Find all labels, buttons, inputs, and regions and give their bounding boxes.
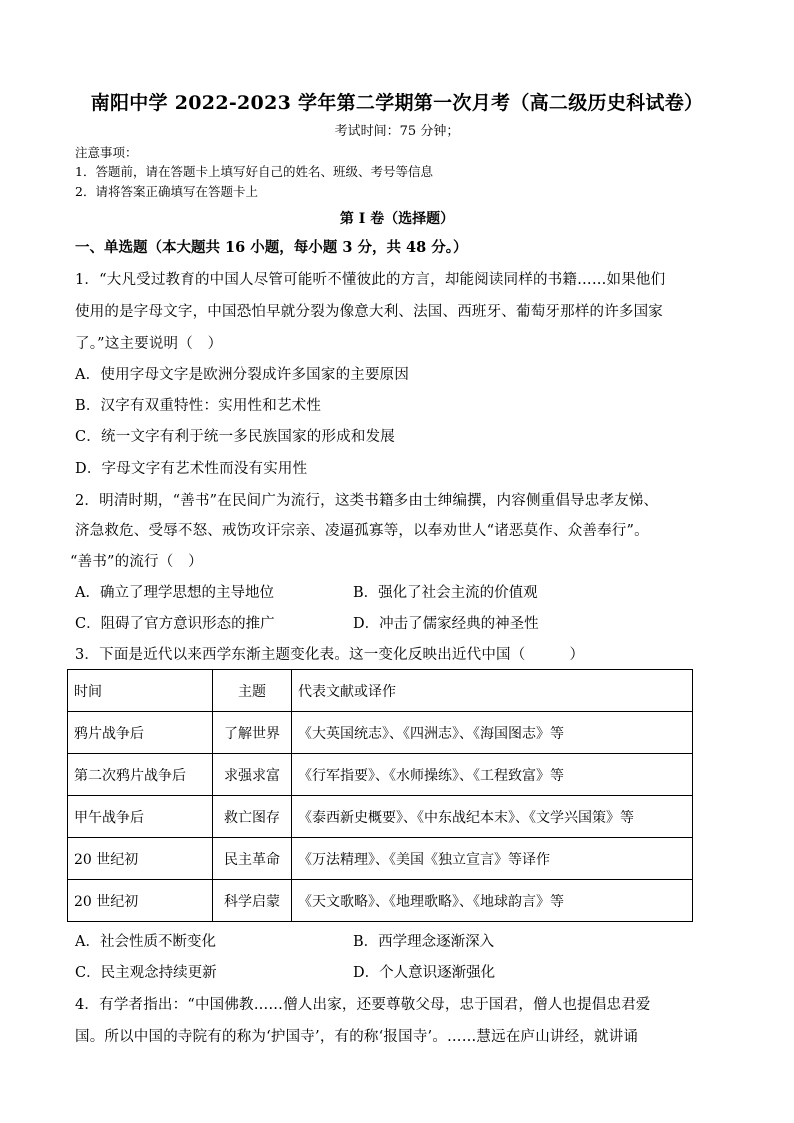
q3-table	[67, 669, 693, 922]
table-cell-time: 20 世纪初	[68, 880, 213, 922]
q1-option-d: D．字母文字有艺术性而没有实用性	[75, 461, 308, 477]
table-cell-theme: 救亡图存	[213, 796, 292, 838]
q1-line-1: 1．“大凡受过教育的中国人尽管可能听不懂彼此的方言，却能阅读同样的书籍……如果他们	[75, 272, 666, 288]
table-cell-works: 《泰西新史概要》、《中东战纪本末》、《文学兴国策》等	[292, 796, 693, 838]
q1-option-a: A．使用字母文字是欧洲分裂成许多国家的主要原因	[75, 367, 410, 383]
q1-option-c: C．统一文字有利于统一多民族国家的形成和发展	[75, 429, 395, 445]
table-cell-time: 甲午战争后	[68, 796, 213, 838]
table-cell-time: 鸦片战争后	[68, 712, 213, 754]
table-cell-works: 《行军指要》、《水师操练》、《工程致富》等	[292, 754, 693, 796]
table-cell-works: 《大英国统志》、《四洲志》、《海国图志》等	[292, 712, 693, 754]
table-cell-works: 《万法精理》、《美国《独立宣言》等译作	[292, 838, 693, 880]
exam-time: 考试时间：75 分钟；	[334, 124, 460, 139]
notes-heading: 注意事项：	[75, 145, 138, 160]
q4-line-1: 4．有学者指出：“中国佛教……僧人出家，还要尊敬父母，忠于国君，僧人也提倡忠君爱	[75, 997, 651, 1013]
table-header-time: 时间	[68, 670, 213, 712]
q1-line-2: 使用的是字母文字，中国恐怕早就分裂为像意大利、法国、西班牙、葡萄牙那样的许多国家	[75, 304, 663, 320]
q2-line-3: “善书”的流行（ ）	[70, 554, 203, 570]
table-cell-time: 第二次鸦片战争后	[68, 754, 213, 796]
q4-line-2: 国。所以中国的寺院有的称为‘护国寺’，有的称‘报国寺’。……慧远在庐山讲经，就讲诵	[75, 1029, 639, 1045]
table-cell-works: 《天文歌略》、《地理歌略》、《地球韵言》等	[292, 880, 693, 922]
table-header-row	[68, 670, 693, 712]
table-row	[68, 796, 693, 838]
table-header-works: 代表文献或译作	[292, 670, 693, 712]
table-header-theme: 主题	[213, 670, 292, 712]
q2-option-a: A．确立了理学思想的主导地位	[75, 585, 274, 601]
part-heading: 一、单选题（本大题共 16 小题，每小题 3 分，共 48 分。）	[75, 239, 468, 256]
note-item-1: 1．答题前，请在答题卡上填写好自己的姓名、班级、考号等信息	[75, 164, 433, 179]
note-item-2: 2．请将答案正确填写在答题卡上	[75, 184, 258, 199]
q2-line-1: 2．明清时期，“善书”在民间广为流行，这类书籍多由士绅编撰，内容侧重倡导忠孝友悌、	[75, 493, 659, 509]
q3-option-a: A．社会性质不断变化	[75, 934, 216, 950]
table-row	[68, 838, 693, 880]
section-title: 第 I 卷（选择题）	[339, 211, 455, 227]
table-cell-theme: 求强求富	[213, 754, 292, 796]
table-cell-theme: 民主革命	[213, 838, 292, 880]
q3-option-b: B．西学理念逐渐深入	[353, 934, 495, 950]
table-cell-theme: 科学启蒙	[213, 880, 292, 922]
q2-option-b: B．强化了社会主流的价值观	[353, 585, 538, 601]
table-row	[68, 712, 693, 754]
q1-option-b: B．汉字有双重特性：实用性和艺术性	[75, 398, 322, 414]
q2-option-d: D．冲击了儒家经典的神圣性	[353, 616, 539, 632]
q3-option-d: D．个人意识逐渐强化	[353, 965, 496, 981]
table-cell-theme: 了解世界	[213, 712, 292, 754]
table-row	[68, 880, 693, 922]
q3-option-c: C．民主观念持续更新	[75, 965, 217, 981]
q2-option-c: C．阻碍了官方意识形态的推广	[75, 616, 275, 632]
q3-stem: 3．下面是近代以来西学东渐主题变化表。这一变化反映出近代中国（ ）	[75, 647, 585, 663]
q1-line-3: 了。”这主要说明（ ）	[75, 336, 223, 352]
exam-title: 南阳中学 2022-2023 学年第二学期第一次月考（高二级历史科试卷）	[90, 92, 704, 114]
table-row	[68, 754, 693, 796]
table-cell-time: 20 世纪初	[68, 838, 213, 880]
q2-line-2: 济急救危、受辱不怒、戒饬攻讦宗亲、凌逼孤寡等，以奉劝世人“诸恶莫作、众善奉行”。	[75, 523, 649, 539]
